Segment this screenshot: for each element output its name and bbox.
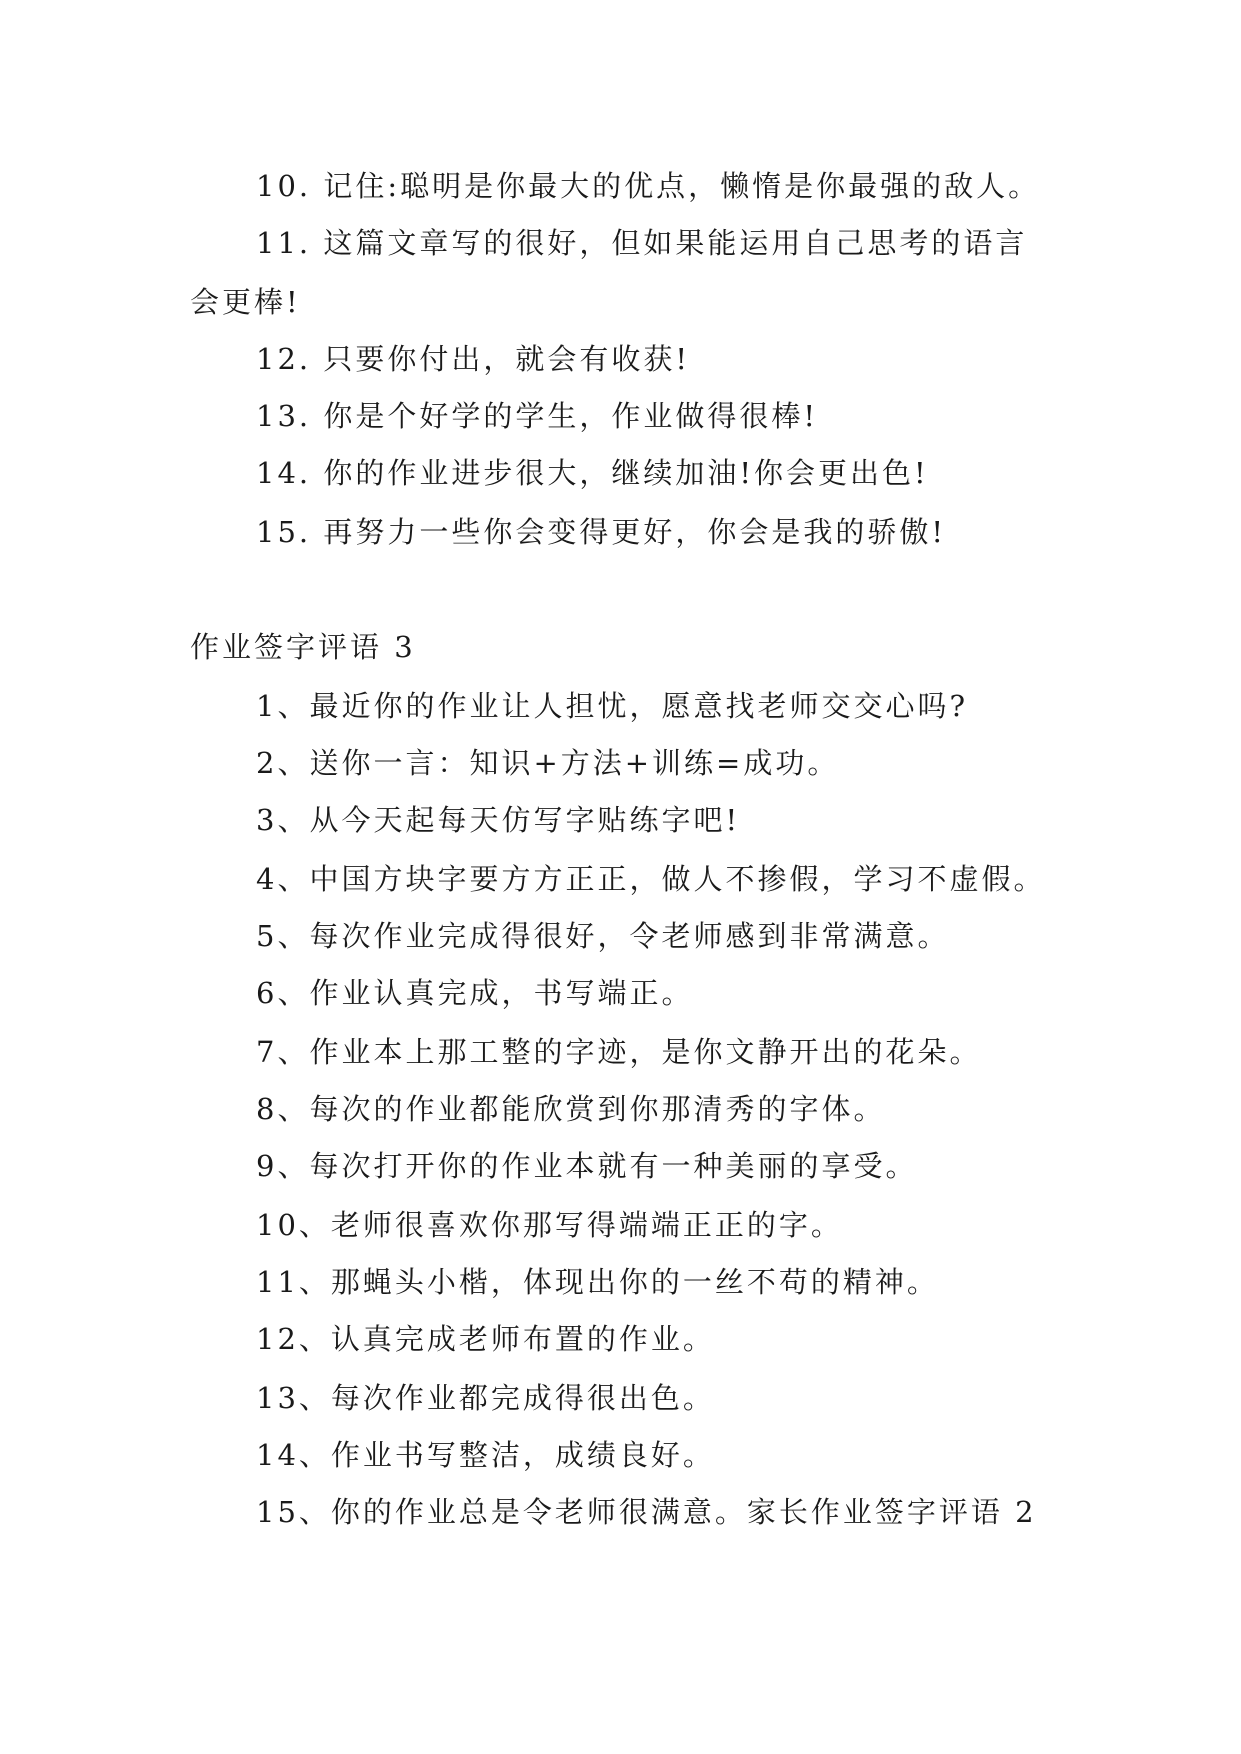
comment-line: 1、最近你的作业让人担忧，愿意找老师交交心吗? bbox=[256, 689, 968, 723]
comment-line: 2、送你一言：知识+方法+训练=成功。 bbox=[256, 746, 840, 780]
comment-line: 15. 再努力一些你会变得更好，你会是我的骄傲! bbox=[256, 515, 946, 549]
comment-line: 12、认真完成老师布置的作业。 bbox=[256, 1322, 715, 1356]
comment-line: 5、每次作业完成得很好，令老师感到非常满意。 bbox=[256, 919, 950, 953]
comment-line: 3、从今天起每天仿写字贴练字吧! bbox=[256, 803, 741, 837]
comment-line-continuation: 会更棒! bbox=[190, 285, 301, 319]
comment-line: 10、老师很喜欢你那写得端端正正的字。 bbox=[256, 1208, 843, 1242]
comment-line: 11、那蝇头小楷，体现出你的一丝不苟的精神。 bbox=[256, 1265, 939, 1299]
comment-line: 15、你的作业总是令老师很满意。家长作业签字评语 2 bbox=[256, 1495, 1037, 1529]
section-heading: 作业签字评语 3 bbox=[190, 630, 416, 664]
comment-line: 13、每次作业都完成得很出色。 bbox=[256, 1381, 715, 1415]
comment-line: 7、作业本上那工整的字迹，是你文静开出的花朵。 bbox=[256, 1035, 982, 1069]
comment-line: 9、每次打开你的作业本就有一种美丽的享受。 bbox=[256, 1149, 918, 1183]
comment-line: 11. 这篇文章写的很好，但如果能运用自己思考的语言 bbox=[256, 226, 1028, 260]
comment-line: 10. 记住:聪明是你最大的优点，懒惰是你最强的敌人。 bbox=[256, 169, 1041, 203]
comment-line: 13. 你是个好学的学生，作业做得很棒! bbox=[256, 399, 818, 433]
comment-line: 4、中国方块字要方方正正，做人不掺假，学习不虚假。 bbox=[256, 862, 1046, 896]
comment-line: 12. 只要你付出，就会有收获! bbox=[256, 342, 690, 376]
comment-line: 14. 你的作业进步很大，继续加油!你会更出色! bbox=[256, 456, 929, 490]
comment-line: 14、作业书写整洁，成绩良好。 bbox=[256, 1438, 715, 1472]
comment-line: 6、作业认真完成，书写端正。 bbox=[256, 976, 694, 1010]
comment-line: 8、每次的作业都能欣赏到你那清秀的字体。 bbox=[256, 1092, 886, 1126]
